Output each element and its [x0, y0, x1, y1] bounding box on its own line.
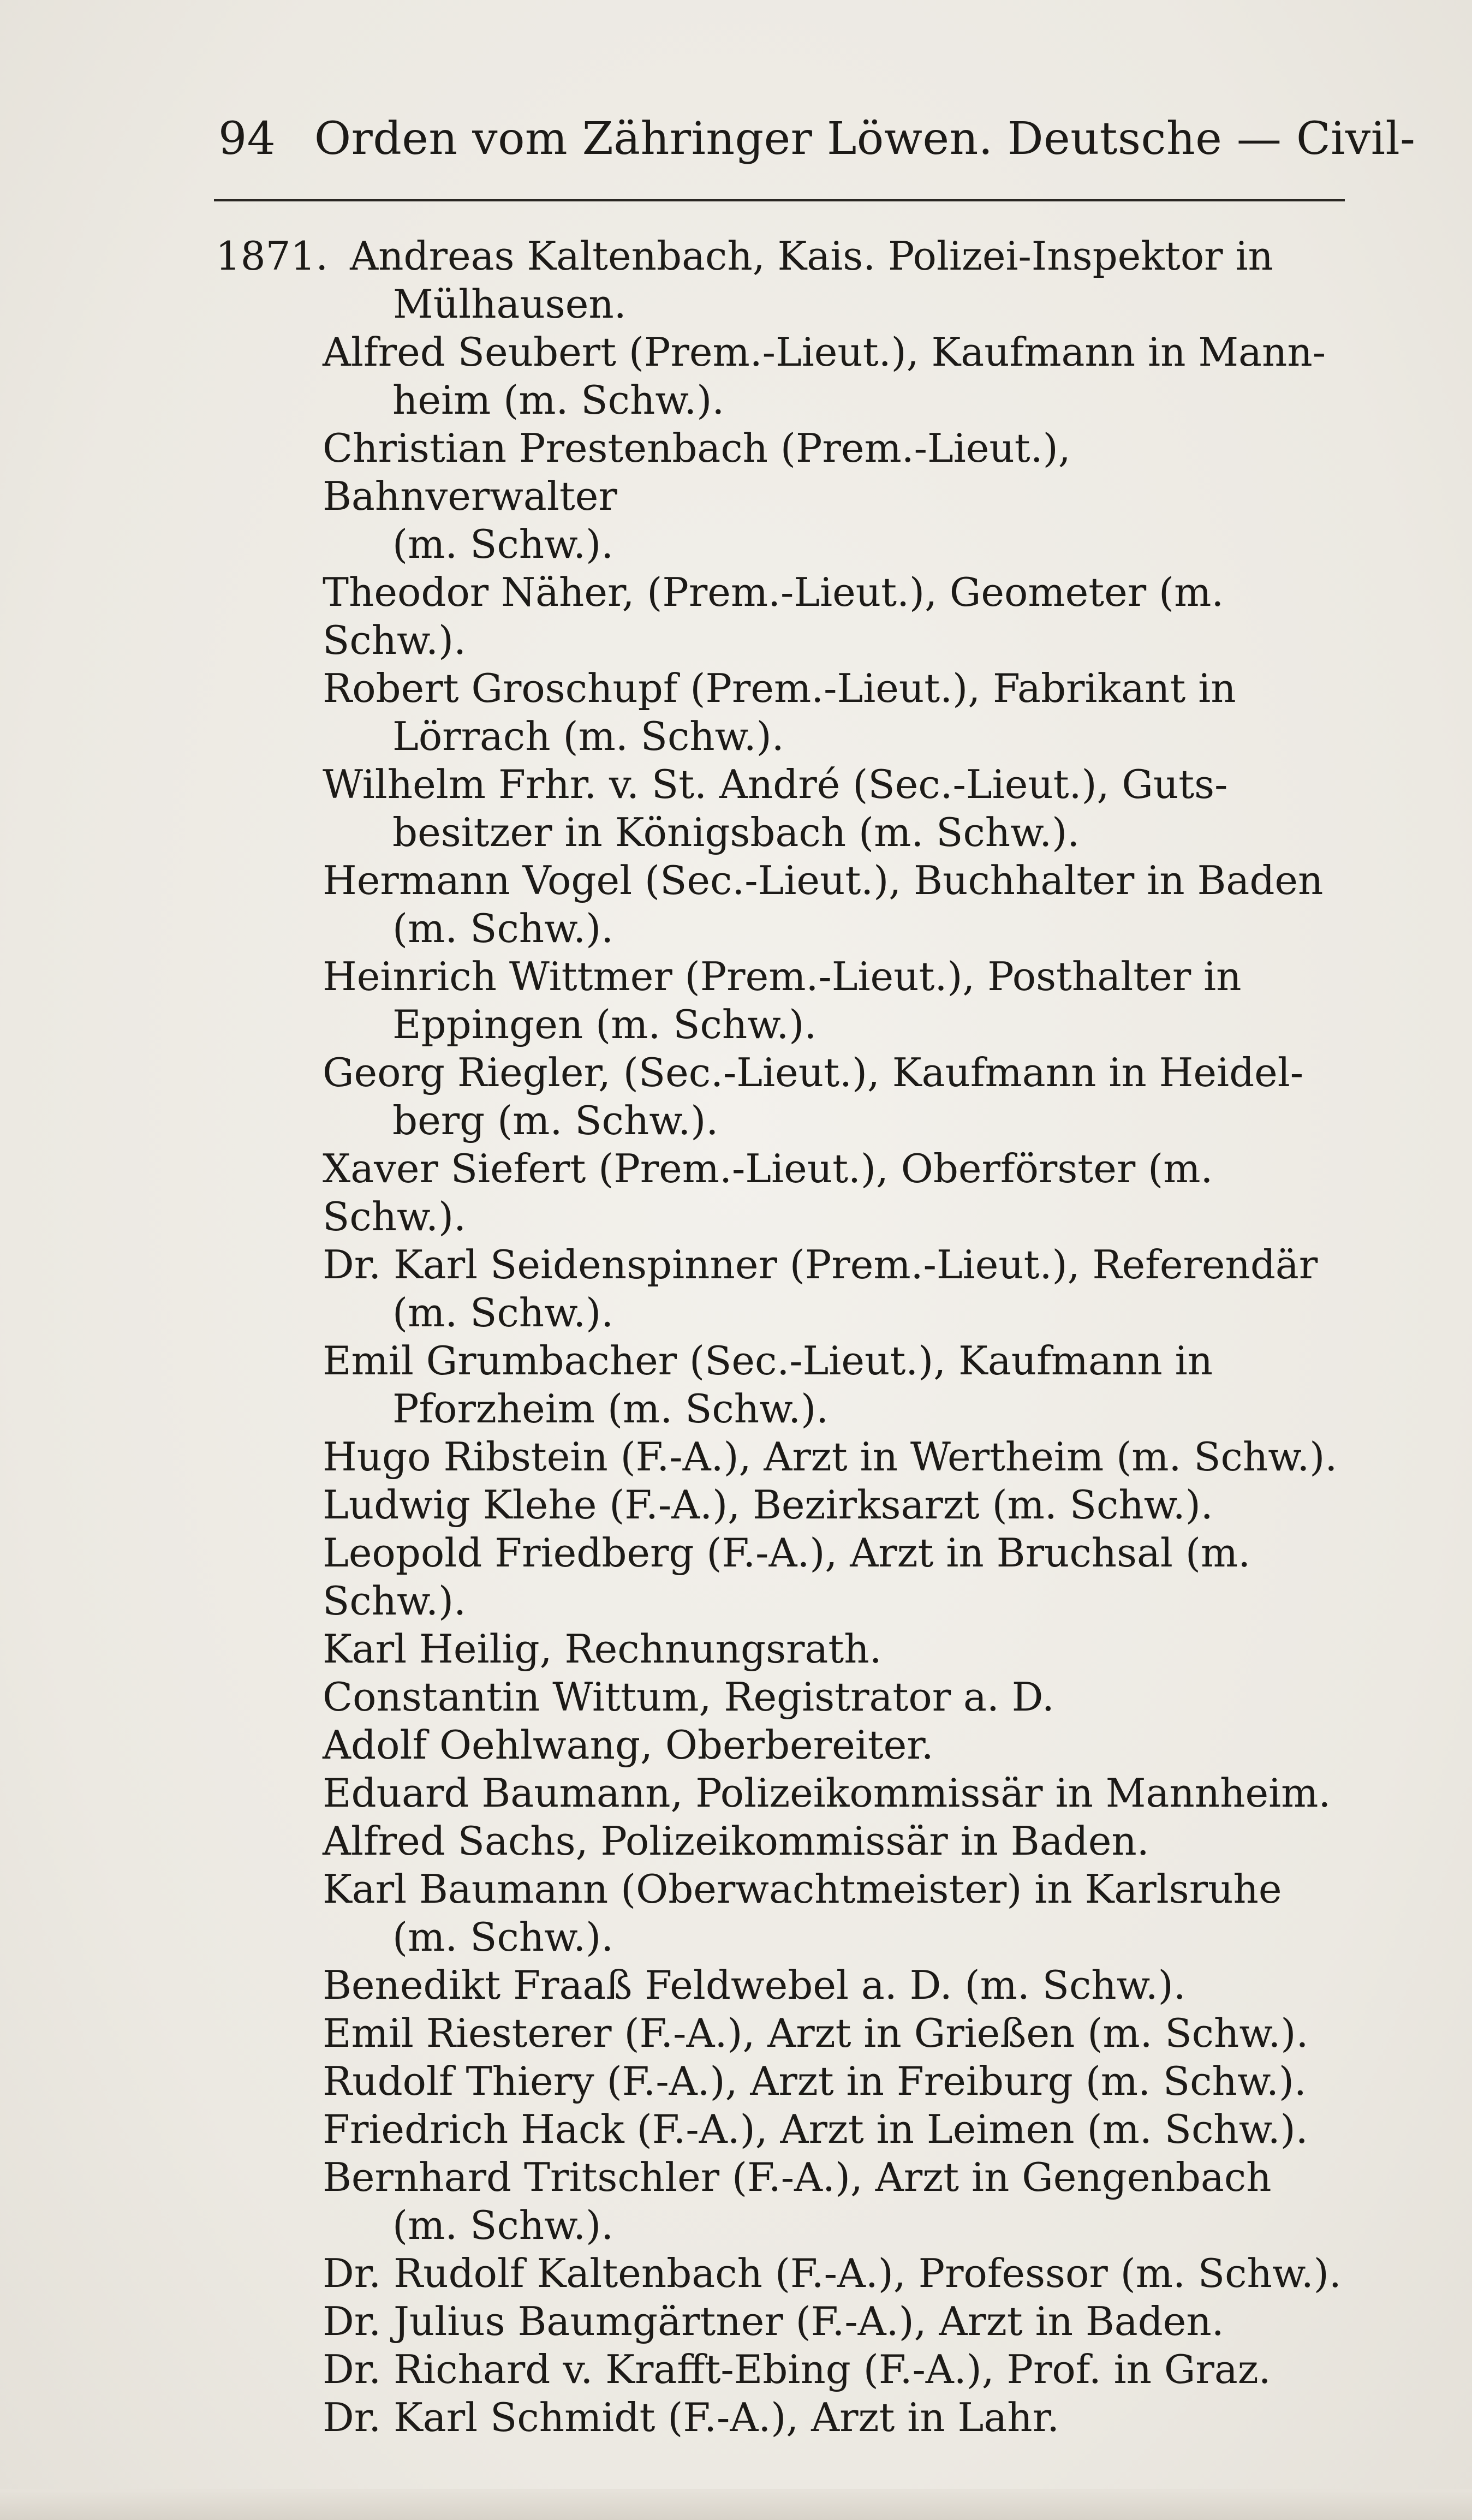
entry-line: Dr. Rudolf Kaltenbach (F.-A.), Professor (m. Schw.).	[323, 2250, 1342, 2296]
entry-line: Heinrich Wittmer (Prem.-Lieut.), Posthalter in	[323, 954, 1242, 999]
entry-line: Bernhard Tritschler (F.-A.), Arzt in Gengenbach	[323, 2154, 1272, 2200]
entry-continuation: Lörrach (m. Schw.).	[392, 713, 784, 759]
entry-continuation: heim (m. Schw.).	[392, 377, 725, 423]
list-item	[323, 1337, 1345, 1433]
entry-line: Benedikt Fraaß Feldwebel a. D. (m. Schw.).	[323, 1962, 1186, 2008]
entry-line: Emil Riesterer (F.-A.), Arzt in Grießen (m. Schw.).	[323, 2010, 1309, 2056]
entry-line: Leopold Friedberg (F.-A.), Arzt in Bruchsal (m. Schw.).	[323, 1530, 1251, 1624]
entry-line: Hermann Vogel (Sec.-Lieut.), Buchhalter in Baden	[323, 857, 1324, 903]
list-item	[323, 1529, 1345, 1625]
entry-line: Emil Grumbacher (Sec.-Lieut.), Kaufmann in	[323, 1338, 1213, 1384]
list-item	[323, 2057, 1345, 2105]
entry-line: Georg Riegler, (Sec.-Lieut.), Kaufmann in Heidel-	[323, 1050, 1304, 1095]
list-item	[323, 424, 1345, 568]
list-item	[323, 1433, 1345, 1481]
list-item	[323, 328, 1345, 424]
entry-line: Alfred Seubert (Prem.-Lieut.), Kaufmann in Mann-	[323, 329, 1326, 375]
entry-line: Friedrich Hack (F.-A.), Arzt in Leimen (m. Schw.).	[323, 2106, 1308, 2152]
entry-line: Robert Groschupf (Prem.-Lieut.), Fabrikant in	[323, 665, 1236, 711]
list-item	[323, 1241, 1345, 1337]
list-item	[323, 2393, 1345, 2441]
list-item	[323, 1673, 1345, 1721]
list-item	[323, 1721, 1345, 1769]
list-item	[323, 2297, 1345, 2345]
entry-year: 1871.	[216, 233, 329, 279]
entry-line: Xaver Siefert (Prem.-Lieut.), Oberförster (m. Schw.).	[323, 1146, 1213, 1240]
list-item	[323, 2009, 1345, 2057]
list-item	[323, 760, 1345, 856]
list-item	[323, 1769, 1345, 1817]
list-item	[323, 2345, 1345, 2393]
entry-line: Eduard Baumann, Polizeikommissär in Mannheim.	[323, 1770, 1331, 1816]
entry-line: Karl Heilig, Rechnungsrath.	[323, 1626, 882, 1672]
entry-line: Christian Prestenbach (Prem.-Lieut.), Bahnverwalter	[323, 425, 1071, 519]
entry-line: Dr. Julius Baumgärtner (F.-A.), Arzt in Baden.	[323, 2298, 1224, 2344]
entry-line: Adolf Oehlwang, Oberbereiter.	[323, 1722, 934, 1768]
running-title: Orden vom Zähringer Löwen. Deutsche — Civil-	[314, 113, 1416, 165]
entry-line: Karl Baumann (Oberwachtmeister) in Karlsruhe	[323, 1866, 1282, 1912]
entry-line: Dr. Richard v. Krafft-Ebing (F.-A.), Prof. in Graz.	[323, 2346, 1271, 2392]
list-item	[216, 232, 1345, 328]
entry-continuation: (m. Schw.).	[392, 521, 614, 567]
entry-continuation: (m. Schw.).	[392, 1290, 614, 1336]
list-item	[323, 664, 1345, 760]
running-header	[218, 112, 1416, 166]
page-bottom-edge	[0, 2489, 1472, 2520]
list-item	[323, 1961, 1345, 2009]
entry-continuation: berg (m. Schw.).	[392, 1098, 719, 1143]
list-item	[323, 1865, 1345, 1961]
entry-continuation: (m. Schw.).	[392, 2202, 614, 2248]
entry-continuation: Pforzheim (m. Schw.).	[392, 1386, 829, 1432]
entry-line: Wilhelm Frhr. v. St. André (Sec.-Lieut.), Guts-	[323, 761, 1228, 807]
list-item	[323, 2153, 1345, 2249]
entry-continuation: Eppingen (m. Schw.).	[392, 1002, 817, 1047]
entry-line: Alfred Sachs, Polizeikommissär in Baden.	[323, 1818, 1149, 1864]
entry-line: Hugo Ribstein (F.-A.), Arzt in Wertheim (m. Schw.).	[323, 1434, 1338, 1480]
page-number: 94	[218, 113, 276, 165]
entry-line: Dr. Karl Schmidt (F.-A.), Arzt in Lahr.	[323, 2394, 1060, 2440]
list-item	[323, 1625, 1345, 1673]
list-item	[323, 1048, 1345, 1145]
entry-line: Theodor Näher, (Prem.-Lieut.), Geometer (m. Schw.).	[323, 569, 1224, 663]
entry-line: Ludwig Klehe (F.-A.), Bezirksarzt (m. Schw.).	[323, 1482, 1213, 1528]
entry-line: Rudolf Thiery (F.-A.), Arzt in Freiburg (m. Schw.).	[323, 2058, 1307, 2104]
list-item	[323, 1817, 1345, 1865]
list-item	[323, 2249, 1345, 2297]
entry-line: Constantin Wittum, Registrator a. D.	[323, 1674, 1054, 1720]
list-item	[323, 1145, 1345, 1241]
entry-line: Andreas Kaltenbach, Kais. Polizei-Inspektor in	[350, 233, 1273, 279]
entry-continuation: (m. Schw.).	[392, 905, 614, 951]
entry-continuation: Mülhausen.	[393, 281, 627, 327]
entry-list	[216, 232, 1345, 2441]
list-item	[323, 856, 1345, 952]
list-item	[323, 568, 1345, 664]
list-item	[323, 1481, 1345, 1529]
header-rule	[214, 199, 1345, 201]
entry-continuation: (m. Schw.).	[392, 1914, 614, 1960]
list-item	[323, 952, 1345, 1048]
entry-continuation: besitzer in Königsbach (m. Schw.).	[392, 809, 1080, 855]
list-item	[323, 2105, 1345, 2153]
entry-line: Dr. Karl Seidenspinner (Prem.-Lieut.), Referendär	[323, 1242, 1318, 1288]
